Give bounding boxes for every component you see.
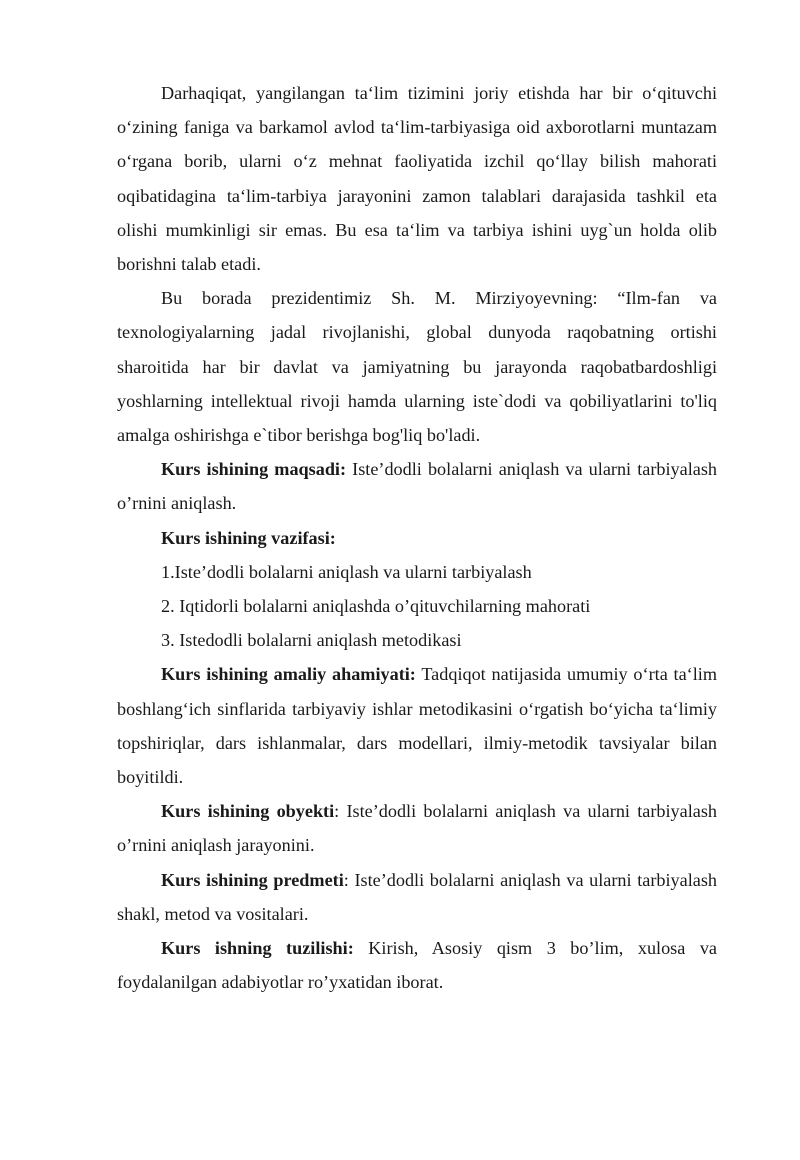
task-item: 1.Iste’dodli bolalarni aniqlash va ularni tarbiyalash bbox=[161, 561, 532, 582]
practical-significance-text: Tadqiqot natijasida umumiy o‘rta ta‘lim boshlang‘ich sinflarida tarbiyaviy ishlar metodikasini o‘rgatish bo‘yicha ta‘limiy topshiriqlar, dars ishlanmalar, dars modellari, ilmiy-metodik tavsiyalar bilan boyitildi. bbox=[117, 664, 717, 788]
object-paragraph bbox=[117, 794, 717, 862]
subject-label: Kurs ishining predmeti bbox=[161, 869, 344, 890]
subject-paragraph bbox=[117, 863, 717, 931]
object-label: Kurs ishining obyekti bbox=[161, 801, 335, 822]
goal-paragraph bbox=[117, 452, 717, 520]
president-quote-paragraph: Bu borada prezidentimiz Sh. M. Mirziyoyevning: “Ilm-fan va texnologiyalarning jadal rivojlanishi, global dunyoda raqobatning ortishi sharoitida har bir davlat va jamiyatning bu jarayonda raqobatbardoshligi yoshlarning intellektual rivoji hamda ularning iste`dodi va qobiliyatlarini to'liq amalga oshirishga e`tibor berishga bog'liq bo'ladi. bbox=[117, 288, 717, 446]
object-text: : Iste’dodli bolalarni aniqlash va ularni tarbiyalash o’rnini aniqlash jarayonini. bbox=[117, 801, 717, 856]
tasks-heading bbox=[117, 521, 717, 555]
practical-significance-paragraph bbox=[117, 657, 717, 794]
subject-text: : Iste’dodli bolalarni aniqlash va ularni tarbiyalash shakl, metod va vositalari. bbox=[117, 869, 718, 924]
practical-significance-label: Kurs ishining amaliy ahamiyati: bbox=[161, 664, 416, 685]
task-item: 3. Istedodli bolalarni aniqlash metodikasi bbox=[161, 630, 462, 651]
document-page bbox=[117, 76, 717, 999]
intro-paragraph: Darhaqiqat, yangilangan ta‘lim tizimini joriy etishda har bir o‘qituvchi o‘zining faniga va barkamol avlod ta‘lim-tarbiyasiga oid axborotlarni muntazam o‘rgana borib, ularni o‘z mehnat faoliyatida izchil qo‘llay bilish mahorati oqibatidagina ta‘lim-tarbiya jarayonini zamon talablari darajasida tashkil eta olishi mumkinligi sir emas. Bu esa ta‘lim va tarbiya ishini uyg`un holda olib borishni talab etadi. bbox=[117, 83, 717, 275]
structure-text: Kirish, Asosiy qism 3 bo’lim, xulosa va foydalanilgan adabiyotlar ro’yxatidan iborat. bbox=[117, 938, 718, 993]
structure-paragraph bbox=[117, 931, 717, 999]
goal-text: Iste’dodli bolalarni aniqlash va ularni tarbiyalash o’rnini aniqlash. bbox=[117, 459, 717, 514]
task-item: 2. Iqtidorli bolalarni aniqlashda o’qituvchilarning mahorati bbox=[161, 596, 591, 617]
tasks-label: Kurs ishining vazifasi: bbox=[161, 527, 336, 548]
structure-label: Kurs ishning tuzilishi: bbox=[161, 938, 354, 959]
goal-label: Kurs ishining maqsadi: bbox=[161, 459, 347, 480]
